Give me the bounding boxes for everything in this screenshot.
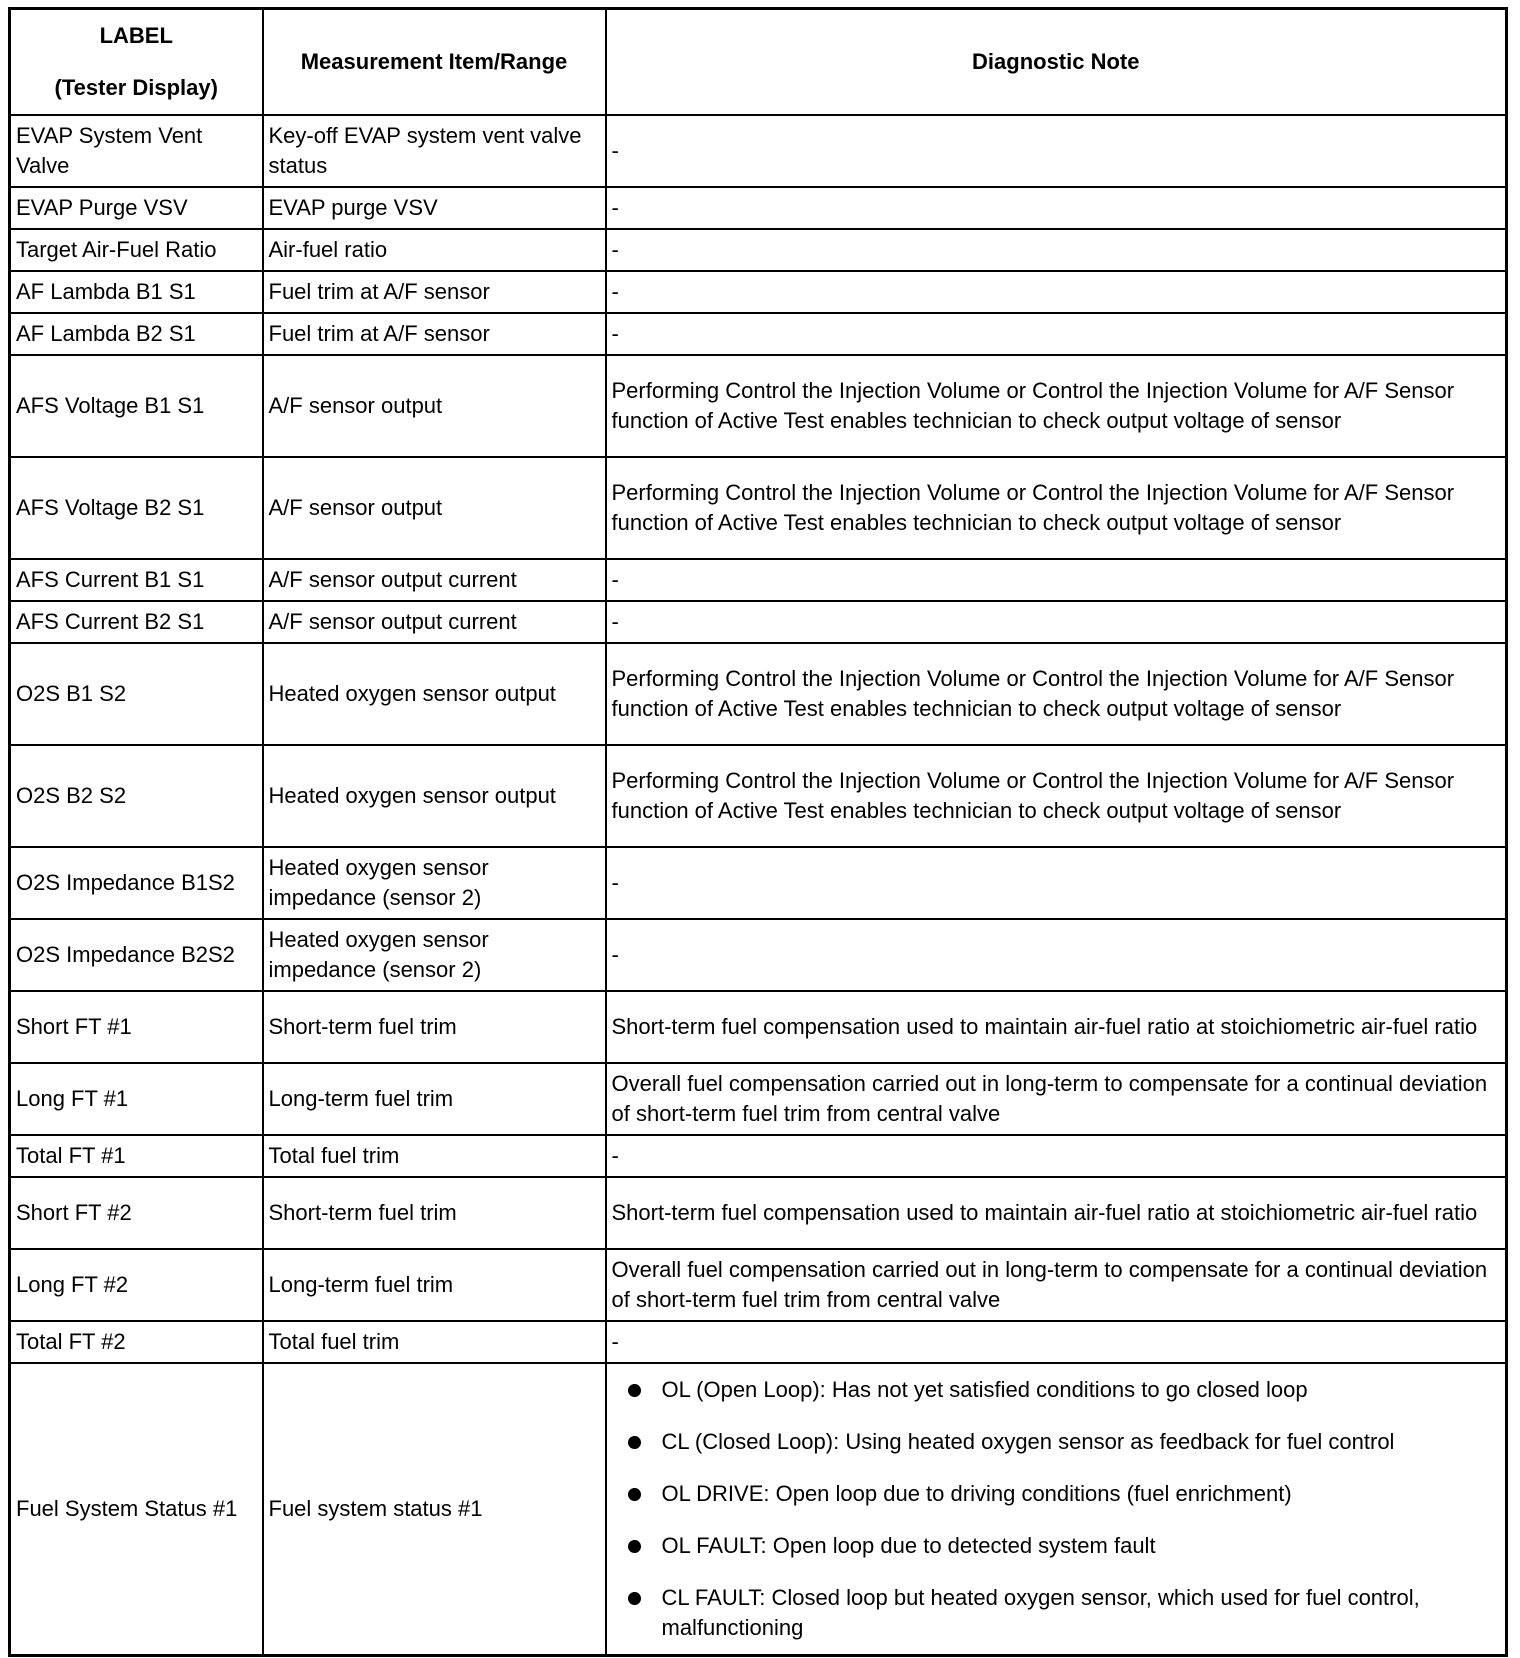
row-label: Total FT #1 [10,1135,263,1177]
row-note: Performing Control the Injection Volume or Control the Injection Volume for A/F Sensor function of Active Test enables technician to check output voltage of sensor [606,355,1507,457]
row-item: Fuel trim at A/F sensor [263,271,606,313]
row-item: EVAP purge VSV [263,187,606,229]
row-item: Fuel trim at A/F sensor [263,313,606,355]
row-item: Heated oxygen sensor output [263,643,606,745]
table-row-fuel-system-status [10,1363,1507,1655]
row-note: Short-term fuel compensation used to maintain air-fuel ratio at stoichiometric air-fuel ratio [606,991,1507,1063]
row-item: Fuel system status #1 [263,1363,606,1655]
row-label: O2S Impedance B2S2 [10,919,263,991]
bullet-icon [628,1540,641,1553]
table-row [10,643,1507,745]
row-item: Total fuel trim [263,1135,606,1177]
row-label: Short FT #1 [10,991,263,1063]
table-row [10,1177,1507,1249]
header-measurement: Measurement Item/Range [263,9,606,116]
table-row [10,991,1507,1063]
row-note: Performing Control the Injection Volume or Control the Injection Volume for A/F Sensor function of Active Test enables technician to check output voltage of sensor [606,643,1507,745]
row-note: - [606,1135,1507,1177]
list-item-text: OL DRIVE: Open loop due to driving conditions (fuel enrichment) [661,1480,1292,1506]
row-label: Long FT #1 [10,1063,263,1135]
list-item [628,1427,1501,1457]
table-row [10,847,1507,919]
row-note: - [606,1321,1507,1363]
list-item-text: CL (Closed Loop): Using heated oxygen sensor as feedback for fuel control [661,1428,1395,1454]
header-label-line1: LABEL [99,23,173,48]
row-note: - [606,115,1507,187]
row-note: - [606,271,1507,313]
row-note: Performing Control the Injection Volume or Control the Injection Volume for A/F Sensor function of Active Test enables technician to check output voltage of sensor [606,745,1507,847]
bullet-icon [628,1384,641,1397]
row-note: - [606,919,1507,991]
row-item: Total fuel trim [263,1321,606,1363]
row-label: AFS Current B2 S1 [10,601,263,643]
row-item: Long-term fuel trim [263,1249,606,1321]
table-row [10,1249,1507,1321]
list-item-text: OL (Open Loop): Has not yet satisfied conditions to go closed loop [661,1376,1308,1402]
row-note: Overall fuel compensation carried out in long-term to compensate for a continual deviation of short-term fuel trim from central valve [606,1249,1507,1321]
row-label: Total FT #2 [10,1321,263,1363]
table-row [10,187,1507,229]
header-label-line2: (Tester Display) [54,75,218,100]
row-label: Target Air-Fuel Ratio [10,229,263,271]
list-item-text: CL FAULT: Closed loop but heated oxygen sensor, which used for fuel control, malfunctioning [661,1584,1420,1640]
table-row [10,1063,1507,1135]
list-item-text: OL FAULT: Open loop due to detected system fault [661,1532,1156,1558]
table-row [10,271,1507,313]
fuel-status-list [612,1375,1501,1643]
header-label [10,9,263,116]
row-label: AFS Current B1 S1 [10,559,263,601]
table-header-row [10,9,1507,116]
row-label: Fuel System Status #1 [10,1363,263,1655]
row-item: Key-off EVAP system vent valve status [263,115,606,187]
row-label: EVAP Purge VSV [10,187,263,229]
row-item: Heated oxygen sensor impedance (sensor 2) [263,847,606,919]
row-note: Short-term fuel compensation used to maintain air-fuel ratio at stoichiometric air-fuel ratio [606,1177,1507,1249]
list-item [628,1479,1501,1509]
row-label: O2S B1 S2 [10,643,263,745]
row-label: O2S B2 S2 [10,745,263,847]
data-list-table [8,7,1508,1657]
table-row [10,601,1507,643]
row-label: Long FT #2 [10,1249,263,1321]
row-note: - [606,229,1507,271]
row-label: Short FT #2 [10,1177,263,1249]
table-row [10,559,1507,601]
row-note: Performing Control the Injection Volume or Control the Injection Volume for A/F Sensor function of Active Test enables technician to check output voltage of sensor [606,457,1507,559]
list-item [628,1531,1501,1561]
bullet-icon [628,1592,641,1605]
row-label: O2S Impedance B1S2 [10,847,263,919]
row-note: - [606,559,1507,601]
row-item: Air-fuel ratio [263,229,606,271]
list-item [628,1583,1501,1643]
row-label: EVAP System Vent Valve [10,115,263,187]
table-row [10,1135,1507,1177]
row-note: - [606,187,1507,229]
row-item: A/F sensor output [263,355,606,457]
row-item: Long-term fuel trim [263,1063,606,1135]
table-row [10,355,1507,457]
row-note: - [606,313,1507,355]
header-note: Diagnostic Note [606,9,1507,116]
row-item: Heated oxygen sensor output [263,745,606,847]
row-label: AF Lambda B1 S1 [10,271,263,313]
table-row [10,115,1507,187]
row-item: A/F sensor output [263,457,606,559]
row-note: Overall fuel compensation carried out in long-term to compensate for a continual deviation of short-term fuel trim from central valve [606,1063,1507,1135]
row-item: A/F sensor output current [263,601,606,643]
row-note: - [606,847,1507,919]
row-label: AF Lambda B2 S1 [10,313,263,355]
table-row [10,229,1507,271]
row-item: Short-term fuel trim [263,1177,606,1249]
row-label: AFS Voltage B1 S1 [10,355,263,457]
table-row [10,313,1507,355]
table-row [10,745,1507,847]
row-item: A/F sensor output current [263,559,606,601]
table-row [10,457,1507,559]
row-item: Heated oxygen sensor impedance (sensor 2) [263,919,606,991]
bullet-icon [628,1488,641,1501]
row-note: - [606,601,1507,643]
table-row [10,919,1507,991]
bullet-icon [628,1436,641,1449]
row-item: Short-term fuel trim [263,991,606,1063]
row-note [606,1363,1507,1655]
table-row [10,1321,1507,1363]
row-label: AFS Voltage B2 S1 [10,457,263,559]
list-item [628,1375,1501,1405]
